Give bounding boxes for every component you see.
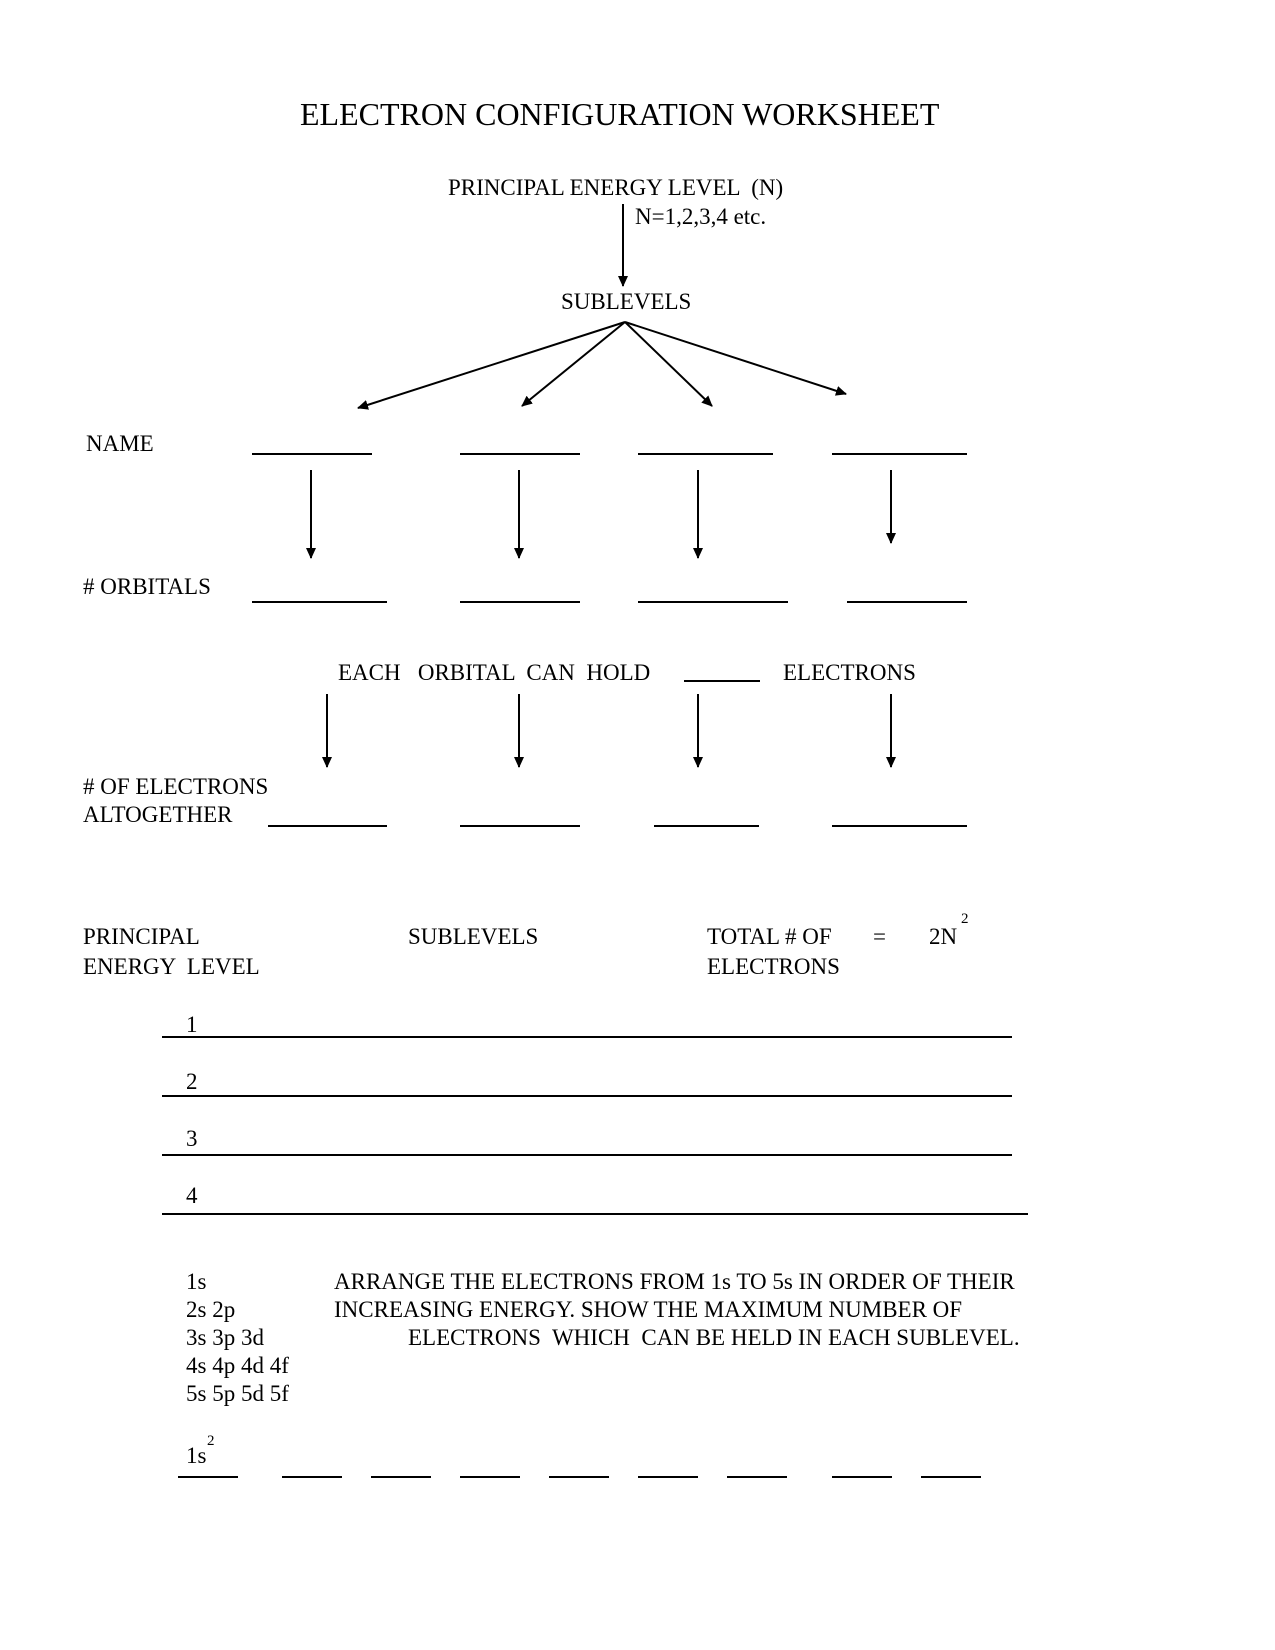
sublevel-list-row-3: 3s 3p 3d: [186, 1325, 264, 1350]
answer-blank-7[interactable]: [727, 1476, 787, 1478]
altogether-label-line2: ALTOGETHER: [83, 802, 233, 827]
page-title: ELECTRON CONFIGURATION WORKSHEET: [300, 96, 940, 132]
col-principal-line2: ENERGY LEVEL: [83, 954, 260, 979]
equals-sign: =: [873, 924, 886, 949]
answer-blank-9[interactable]: [921, 1476, 981, 1478]
col-total-line2: ELECTRONS: [707, 954, 840, 979]
principal-energy-level-label: PRINCIPAL ENERGY LEVEL (N): [448, 175, 784, 200]
answer-blank-1[interactable]: [178, 1476, 238, 1478]
answer-blank-5[interactable]: [549, 1476, 609, 1478]
altogether-blank-2[interactable]: [460, 825, 580, 827]
name-blank-3[interactable]: [638, 453, 773, 455]
each-orbital-text: EACH ORBITAL CAN HOLD: [338, 660, 651, 685]
col-total-line1: TOTAL # OF: [707, 924, 832, 949]
row-label-3: 3: [186, 1126, 198, 1151]
answer-blank-2[interactable]: [282, 1476, 342, 1478]
row-label-4: 4: [186, 1183, 198, 1208]
sublevel-list-row-1: 1s: [186, 1269, 207, 1294]
row-label-1: 1: [186, 1012, 198, 1037]
altogether-blank-3[interactable]: [654, 825, 759, 827]
answer-blank-6[interactable]: [638, 1476, 698, 1478]
row-label-2: 2: [186, 1069, 198, 1094]
answer-blank-4[interactable]: [460, 1476, 520, 1478]
orbitals-blank-1[interactable]: [252, 601, 387, 603]
sublevels-heading: SUBLEVELS: [561, 289, 692, 314]
arrow-sublevels-to-name-3: [625, 322, 712, 406]
answer-blank-3[interactable]: [371, 1476, 431, 1478]
n-values-label: N=1,2,3,4 etc.: [635, 204, 767, 229]
row-line-1[interactable]: [162, 1036, 1012, 1038]
sublevel-list-row-5: 5s 5p 5d 5f: [186, 1381, 289, 1406]
col-principal-line1: PRINCIPAL: [83, 924, 200, 949]
sublevel-list-row-2: 2s 2p: [186, 1297, 236, 1322]
name-row-label: NAME: [86, 431, 154, 456]
instruction-line-1: ARRANGE THE ELECTRONS FROM 1s TO 5s IN ORDER OF THEIR: [334, 1269, 1015, 1294]
orbitals-blank-2[interactable]: [460, 601, 580, 603]
altogether-blank-4[interactable]: [832, 825, 967, 827]
altogether-label-line1: # OF ELECTRONS: [83, 774, 269, 799]
orbitals-blank-3[interactable]: [638, 601, 788, 603]
orbitals-row-label: # ORBITALS: [83, 574, 211, 599]
formula-exponent: 2: [961, 911, 969, 927]
answer-blank-8[interactable]: [832, 1476, 892, 1478]
altogether-blank-1[interactable]: [268, 825, 387, 827]
name-blank-2[interactable]: [460, 453, 580, 455]
row-line-4[interactable]: [162, 1213, 1028, 1215]
name-blank-4[interactable]: [832, 453, 967, 455]
orbitals-blank-4[interactable]: [847, 601, 967, 603]
electrons-per-orbital-blank[interactable]: [684, 680, 760, 682]
example-answer-exponent: 2: [207, 1433, 215, 1449]
arrow-sublevels-to-name-4: [625, 322, 846, 394]
formula-base: 2N: [929, 924, 958, 949]
col-sublevels: SUBLEVELS: [408, 924, 539, 949]
electrons-word: ELECTRONS: [783, 660, 916, 685]
instruction-line-2: INCREASING ENERGY. SHOW THE MAXIMUM NUMBER OF: [334, 1297, 963, 1322]
row-line-3[interactable]: [162, 1154, 1012, 1156]
name-blank-1[interactable]: [252, 453, 372, 455]
instruction-line-3: ELECTRONS WHICH CAN BE HELD IN EACH SUBLEVEL.: [408, 1325, 1020, 1350]
arrow-sublevels-to-name-2: [522, 322, 625, 406]
sublevel-list-row-4: 4s 4p 4d 4f: [186, 1353, 289, 1378]
example-answer-base: 1s: [186, 1443, 207, 1468]
row-line-2[interactable]: [162, 1095, 1012, 1097]
arrow-sublevels-to-name-1: [358, 322, 625, 408]
